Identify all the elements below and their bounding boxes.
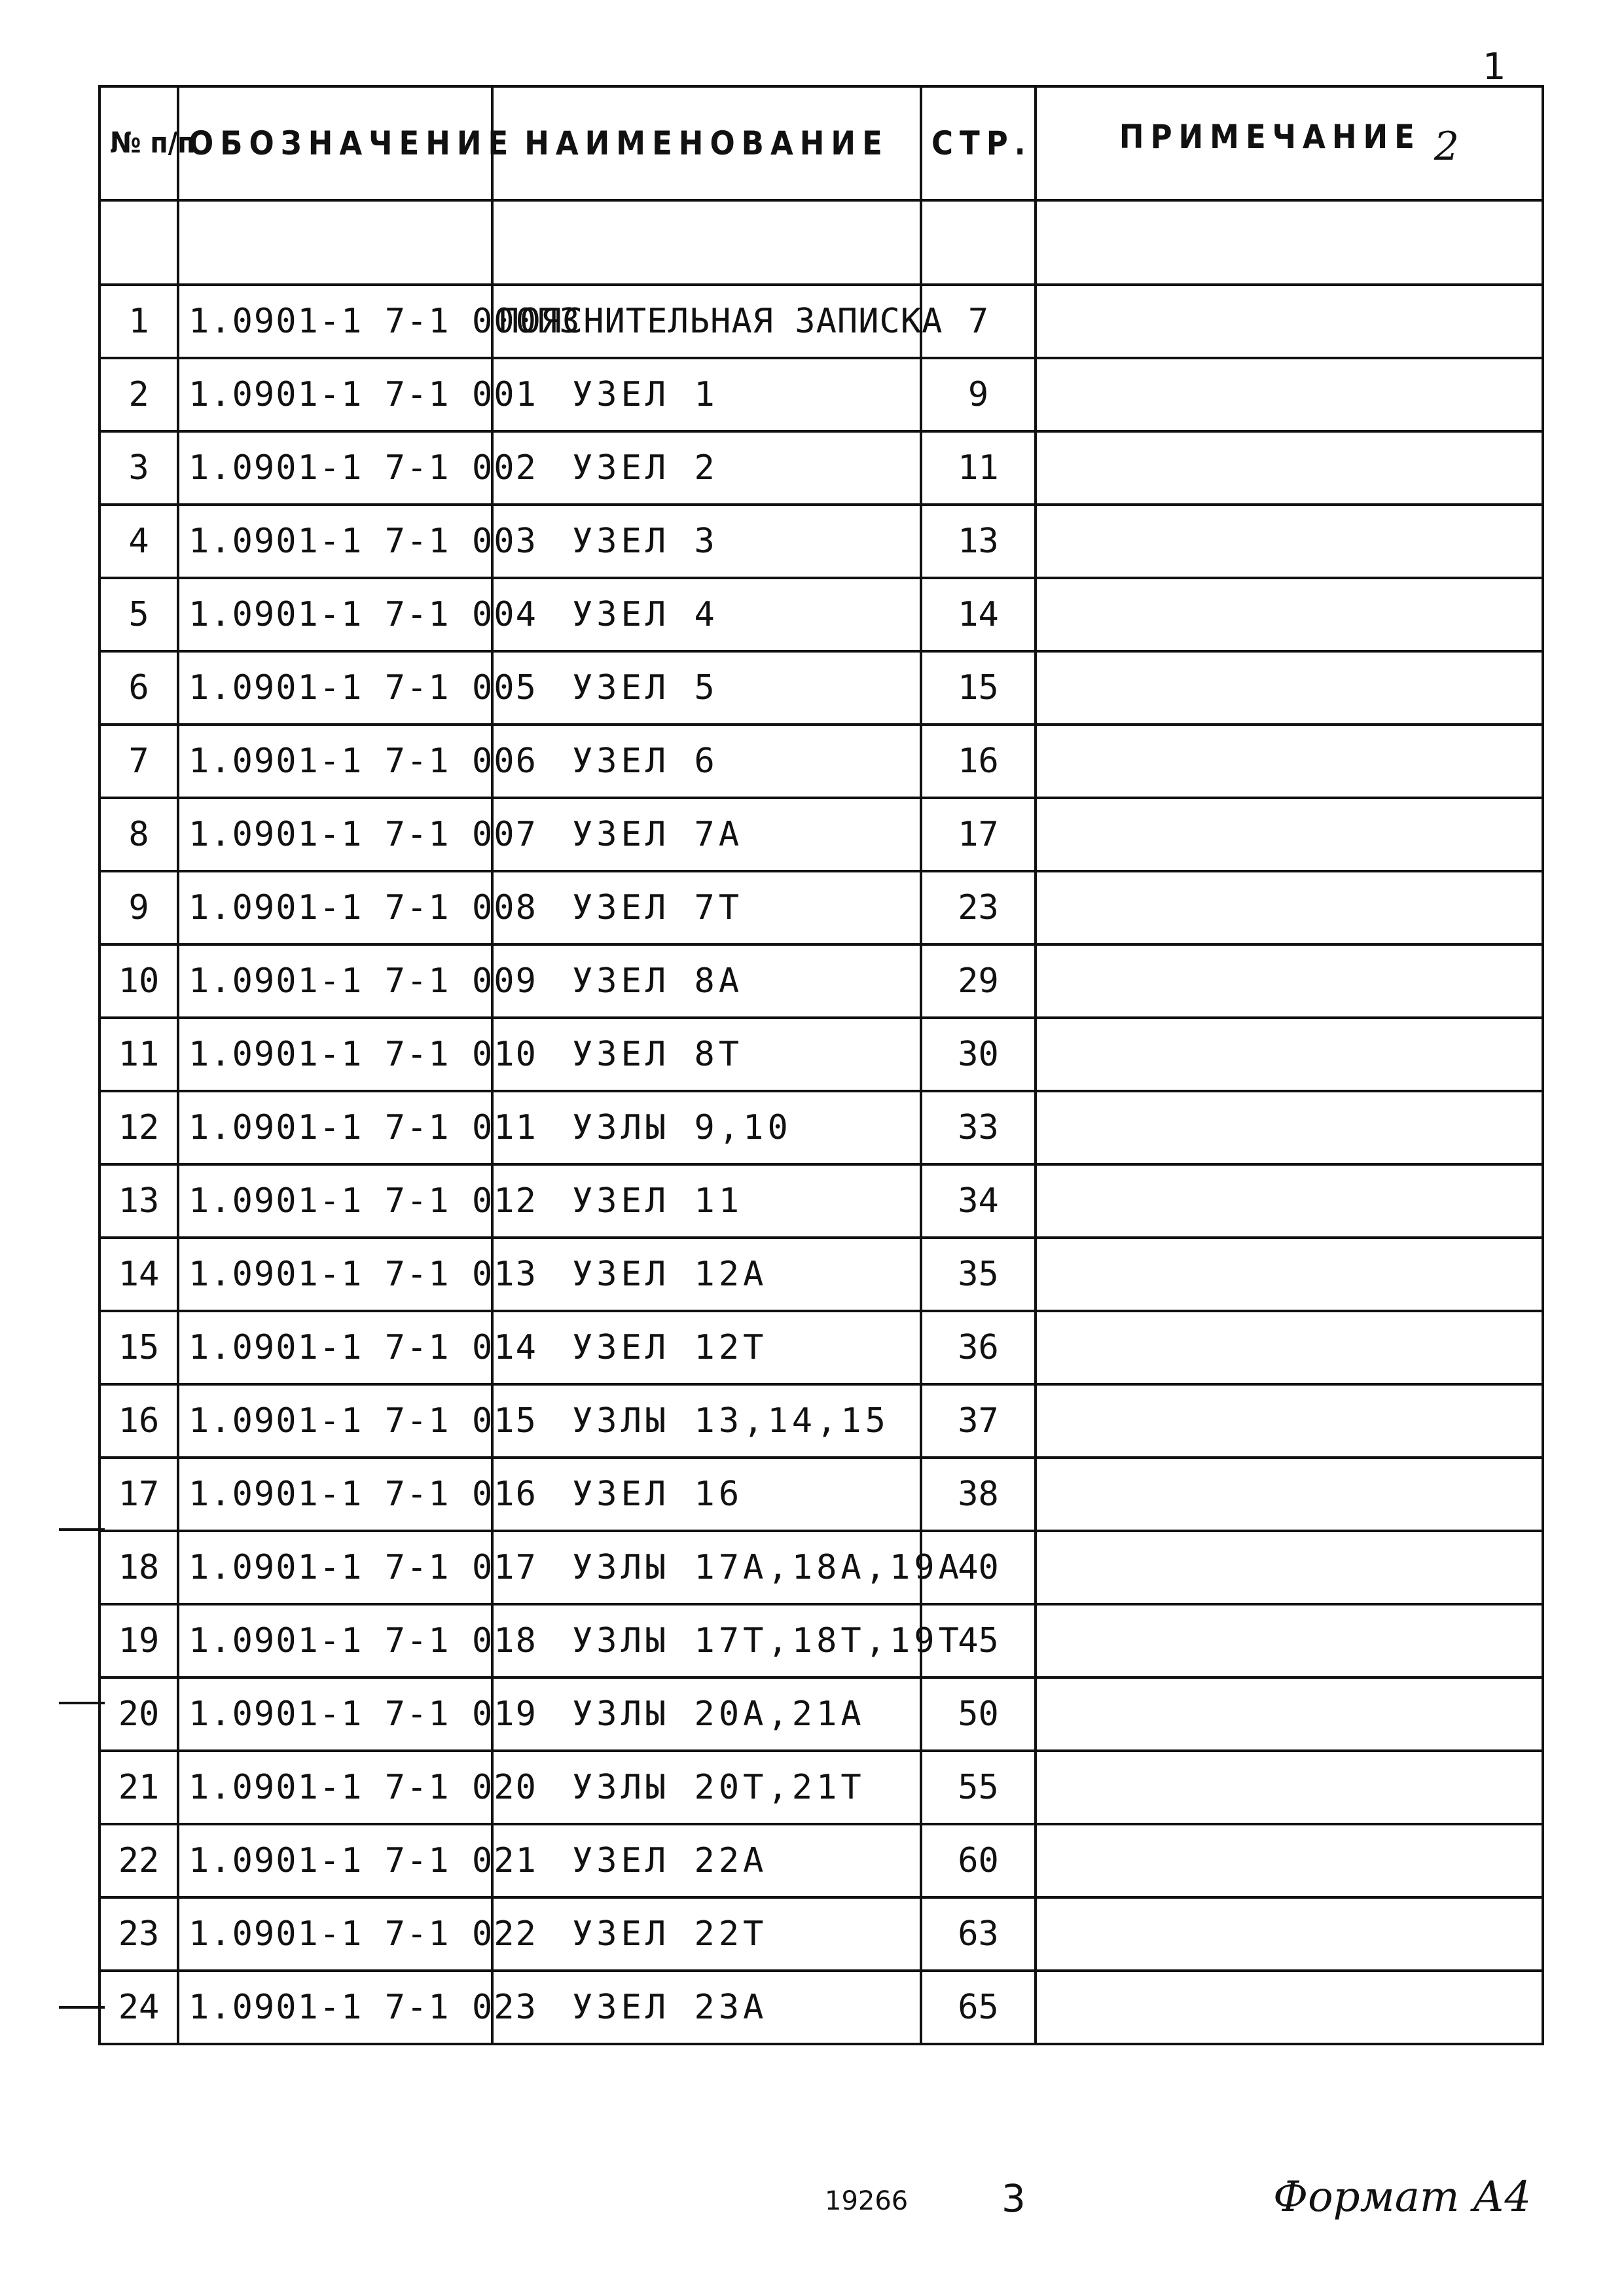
row-number: 5 xyxy=(99,578,178,651)
table-row xyxy=(99,1238,1543,1311)
row-code: 1.0901-1 7-1 023 xyxy=(178,1971,492,2044)
row-number: 12 xyxy=(99,1091,178,1164)
row-page: 29 xyxy=(921,944,1036,1018)
table-row xyxy=(99,505,1543,578)
table-cell xyxy=(492,200,921,285)
row-code: 1.0901-1 7-1 017 xyxy=(178,1531,492,1604)
row-note xyxy=(1036,1824,1543,1897)
row-number: 21 xyxy=(99,1751,178,1824)
table-row xyxy=(99,1018,1543,1091)
row-number: 23 xyxy=(99,1897,178,1971)
row-name: УЗЛЫ 9,10 xyxy=(492,1091,921,1164)
table-header-row xyxy=(99,86,1543,200)
row-name: УЗЕЛ 12А xyxy=(492,1238,921,1311)
header-note xyxy=(1036,86,1543,200)
row-page: 23 xyxy=(921,871,1036,944)
table-row xyxy=(99,1824,1543,1897)
sheet-number: 3 xyxy=(1001,2176,1026,2221)
table-row xyxy=(99,1751,1543,1824)
row-note xyxy=(1036,1751,1543,1824)
row-note xyxy=(1036,1971,1543,2044)
row-name: УЗЕЛ 8А xyxy=(492,944,921,1018)
row-note xyxy=(1036,1897,1543,1971)
row-note xyxy=(1036,578,1543,651)
row-note xyxy=(1036,944,1543,1018)
row-page: 60 xyxy=(921,1824,1036,1897)
row-page: 45 xyxy=(921,1604,1036,1677)
row-name: УЗЕЛ 4 xyxy=(492,578,921,651)
table-row xyxy=(99,285,1543,358)
row-note xyxy=(1036,1531,1543,1604)
row-name: УЗЕЛ 7Т xyxy=(492,871,921,944)
row-code: 1.0901-1 7-1 014 xyxy=(178,1311,492,1384)
row-code: 1.0901-1 7-1 022 xyxy=(178,1897,492,1971)
row-code: 1.0901-1 7-1 006 xyxy=(178,725,492,798)
row-number: 7 xyxy=(99,725,178,798)
row-note xyxy=(1036,1018,1543,1091)
row-page: 17 xyxy=(921,798,1036,871)
table-row xyxy=(99,1897,1543,1971)
row-page: 38 xyxy=(921,1458,1036,1531)
row-note xyxy=(1036,798,1543,871)
row-number: 20 xyxy=(99,1677,178,1751)
row-number: 17 xyxy=(99,1458,178,1531)
row-code: 1.0901-1 7-1 002 xyxy=(178,431,492,505)
row-page: 37 xyxy=(921,1384,1036,1458)
row-number: 14 xyxy=(99,1238,178,1311)
row-page: 50 xyxy=(921,1677,1036,1751)
row-page: 33 xyxy=(921,1091,1036,1164)
row-number: 18 xyxy=(99,1531,178,1604)
row-code: 1.0901-1 7-1 004 xyxy=(178,578,492,651)
row-page: 15 xyxy=(921,651,1036,725)
header-note-mark: 2 xyxy=(1434,123,1460,170)
row-code: 1.0901-1 7-1 016 xyxy=(178,1458,492,1531)
paper-format: Формат А4 xyxy=(1273,2173,1532,2221)
row-note xyxy=(1036,505,1543,578)
row-name: УЗЕЛ 22А xyxy=(492,1824,921,1897)
row-note xyxy=(1036,1458,1543,1531)
row-number: 8 xyxy=(99,798,178,871)
row-note xyxy=(1036,285,1543,358)
row-number: 9 xyxy=(99,871,178,944)
row-note xyxy=(1036,1091,1543,1164)
header-note-label: ПРИМЕЧАНИЕ xyxy=(1119,117,1421,156)
row-name: УЗЕЛ 23А xyxy=(492,1971,921,2044)
table-row xyxy=(99,725,1543,798)
row-code: 1.0901-1 7-1 021 xyxy=(178,1824,492,1897)
row-page: 14 xyxy=(921,578,1036,651)
row-code: 1.0901-1 7-1 003 xyxy=(178,505,492,578)
row-note xyxy=(1036,651,1543,725)
row-code: 1.0901-1 7-1 005 xyxy=(178,651,492,725)
row-code: 1.0901-1 7-1 019 xyxy=(178,1677,492,1751)
row-page: 63 xyxy=(921,1897,1036,1971)
header-page: СТР. xyxy=(921,86,1036,200)
row-code: 1.0901-1 7-1 001 xyxy=(178,358,492,431)
row-page: 30 xyxy=(921,1018,1036,1091)
row-page: 40 xyxy=(921,1531,1036,1604)
table-row xyxy=(99,358,1543,431)
table-row xyxy=(99,1164,1543,1238)
row-number: 24 xyxy=(99,1971,178,2044)
row-number: 22 xyxy=(99,1824,178,1897)
row-number: 16 xyxy=(99,1384,178,1458)
row-number: 11 xyxy=(99,1018,178,1091)
row-code: 1.0901-1 7-1 018 xyxy=(178,1604,492,1677)
header-number: № п/п xyxy=(99,86,178,200)
row-name: УЗЕЛ 22Т xyxy=(492,1897,921,1971)
row-code: 1.0901-1 7-1 007 xyxy=(178,798,492,871)
row-number: 19 xyxy=(99,1604,178,1677)
row-number: 4 xyxy=(99,505,178,578)
row-name: УЗЕЛ 7А xyxy=(492,798,921,871)
row-name: УЗЕЛ 16 xyxy=(492,1458,921,1531)
table-row xyxy=(99,1531,1543,1604)
table-row xyxy=(99,798,1543,871)
row-note xyxy=(1036,1311,1543,1384)
row-name: УЗЕЛ 8Т xyxy=(492,1018,921,1091)
row-name: УЗЛЫ 17А,18А,19А xyxy=(492,1531,921,1604)
row-page: 16 xyxy=(921,725,1036,798)
row-page: 9 xyxy=(921,358,1036,431)
row-code: 1.0901-1 7-1 015 xyxy=(178,1384,492,1458)
row-name: УЗЛЫ 13,14,15 xyxy=(492,1384,921,1458)
row-note xyxy=(1036,725,1543,798)
footer-number: 19266 xyxy=(825,2186,909,2216)
table-row xyxy=(99,1311,1543,1384)
row-code: 1.0901-1 7-1 008 xyxy=(178,871,492,944)
table-row xyxy=(99,578,1543,651)
row-name: УЗЛЫ 20Т,21Т xyxy=(492,1751,921,1824)
table-row xyxy=(99,944,1543,1018)
contents-table xyxy=(98,85,1544,2045)
row-name: ПОЯСНИТЕЛЬНАЯ ЗАПИСКА xyxy=(492,285,921,358)
row-code: 1.0901-1 7-1 000ПЗ xyxy=(178,285,492,358)
row-page: 55 xyxy=(921,1751,1036,1824)
row-name: УЗЛЫ 20А,21А xyxy=(492,1677,921,1751)
row-note xyxy=(1036,1164,1543,1238)
row-page: 11 xyxy=(921,431,1036,505)
row-name: УЗЕЛ 5 xyxy=(492,651,921,725)
row-page: 65 xyxy=(921,1971,1036,2044)
row-number: 2 xyxy=(99,358,178,431)
row-note xyxy=(1036,1384,1543,1458)
row-name: УЗЕЛ 12Т xyxy=(492,1311,921,1384)
table-row xyxy=(99,1971,1543,2044)
row-page: 34 xyxy=(921,1164,1036,1238)
row-name: УЗЕЛ 11 xyxy=(492,1164,921,1238)
row-code: 1.0901-1 7-1 020 xyxy=(178,1751,492,1824)
header-name: НАИМЕНОВАНИЕ xyxy=(492,86,921,200)
table-row xyxy=(99,1604,1543,1677)
row-note xyxy=(1036,1238,1543,1311)
table-row xyxy=(99,1091,1543,1164)
table-row xyxy=(99,431,1543,505)
corner-mark: 1 xyxy=(1483,46,1506,88)
row-number: 10 xyxy=(99,944,178,1018)
row-code: 1.0901-1 7-1 011 xyxy=(178,1091,492,1164)
row-code: 1.0901-1 7-1 012 xyxy=(178,1164,492,1238)
row-name: УЗЛЫ 17Т,18Т,19Т xyxy=(492,1604,921,1677)
table-cell xyxy=(99,200,178,285)
row-code: 1.0901-1 7-1 010 xyxy=(178,1018,492,1091)
table-cell xyxy=(1036,200,1543,285)
row-page: 13 xyxy=(921,505,1036,578)
table-row xyxy=(99,1458,1543,1531)
row-number: 3 xyxy=(99,431,178,505)
row-note xyxy=(1036,358,1543,431)
table-row xyxy=(99,651,1543,725)
row-note xyxy=(1036,431,1543,505)
row-page: 7 xyxy=(921,285,1036,358)
table-cell xyxy=(178,200,492,285)
row-note xyxy=(1036,871,1543,944)
row-name: УЗЕЛ 1 xyxy=(492,358,921,431)
table-row xyxy=(99,871,1543,944)
row-name: УЗЕЛ 2 xyxy=(492,431,921,505)
table-row xyxy=(99,1677,1543,1751)
row-number: 1 xyxy=(99,285,178,358)
blank-row xyxy=(99,200,1543,285)
row-page: 35 xyxy=(921,1238,1036,1311)
row-number: 13 xyxy=(99,1164,178,1238)
table-row xyxy=(99,1384,1543,1458)
row-page: 36 xyxy=(921,1311,1036,1384)
row-code: 1.0901-1 7-1 013 xyxy=(178,1238,492,1311)
row-number: 6 xyxy=(99,651,178,725)
row-note xyxy=(1036,1604,1543,1677)
header-code: ОБОЗНАЧЕНИЕ xyxy=(178,86,492,200)
row-code: 1.0901-1 7-1 009 xyxy=(178,944,492,1018)
row-name: УЗЕЛ 6 xyxy=(492,725,921,798)
table-cell xyxy=(921,200,1036,285)
row-name: УЗЕЛ 3 xyxy=(492,505,921,578)
row-note xyxy=(1036,1677,1543,1751)
row-number: 15 xyxy=(99,1311,178,1384)
